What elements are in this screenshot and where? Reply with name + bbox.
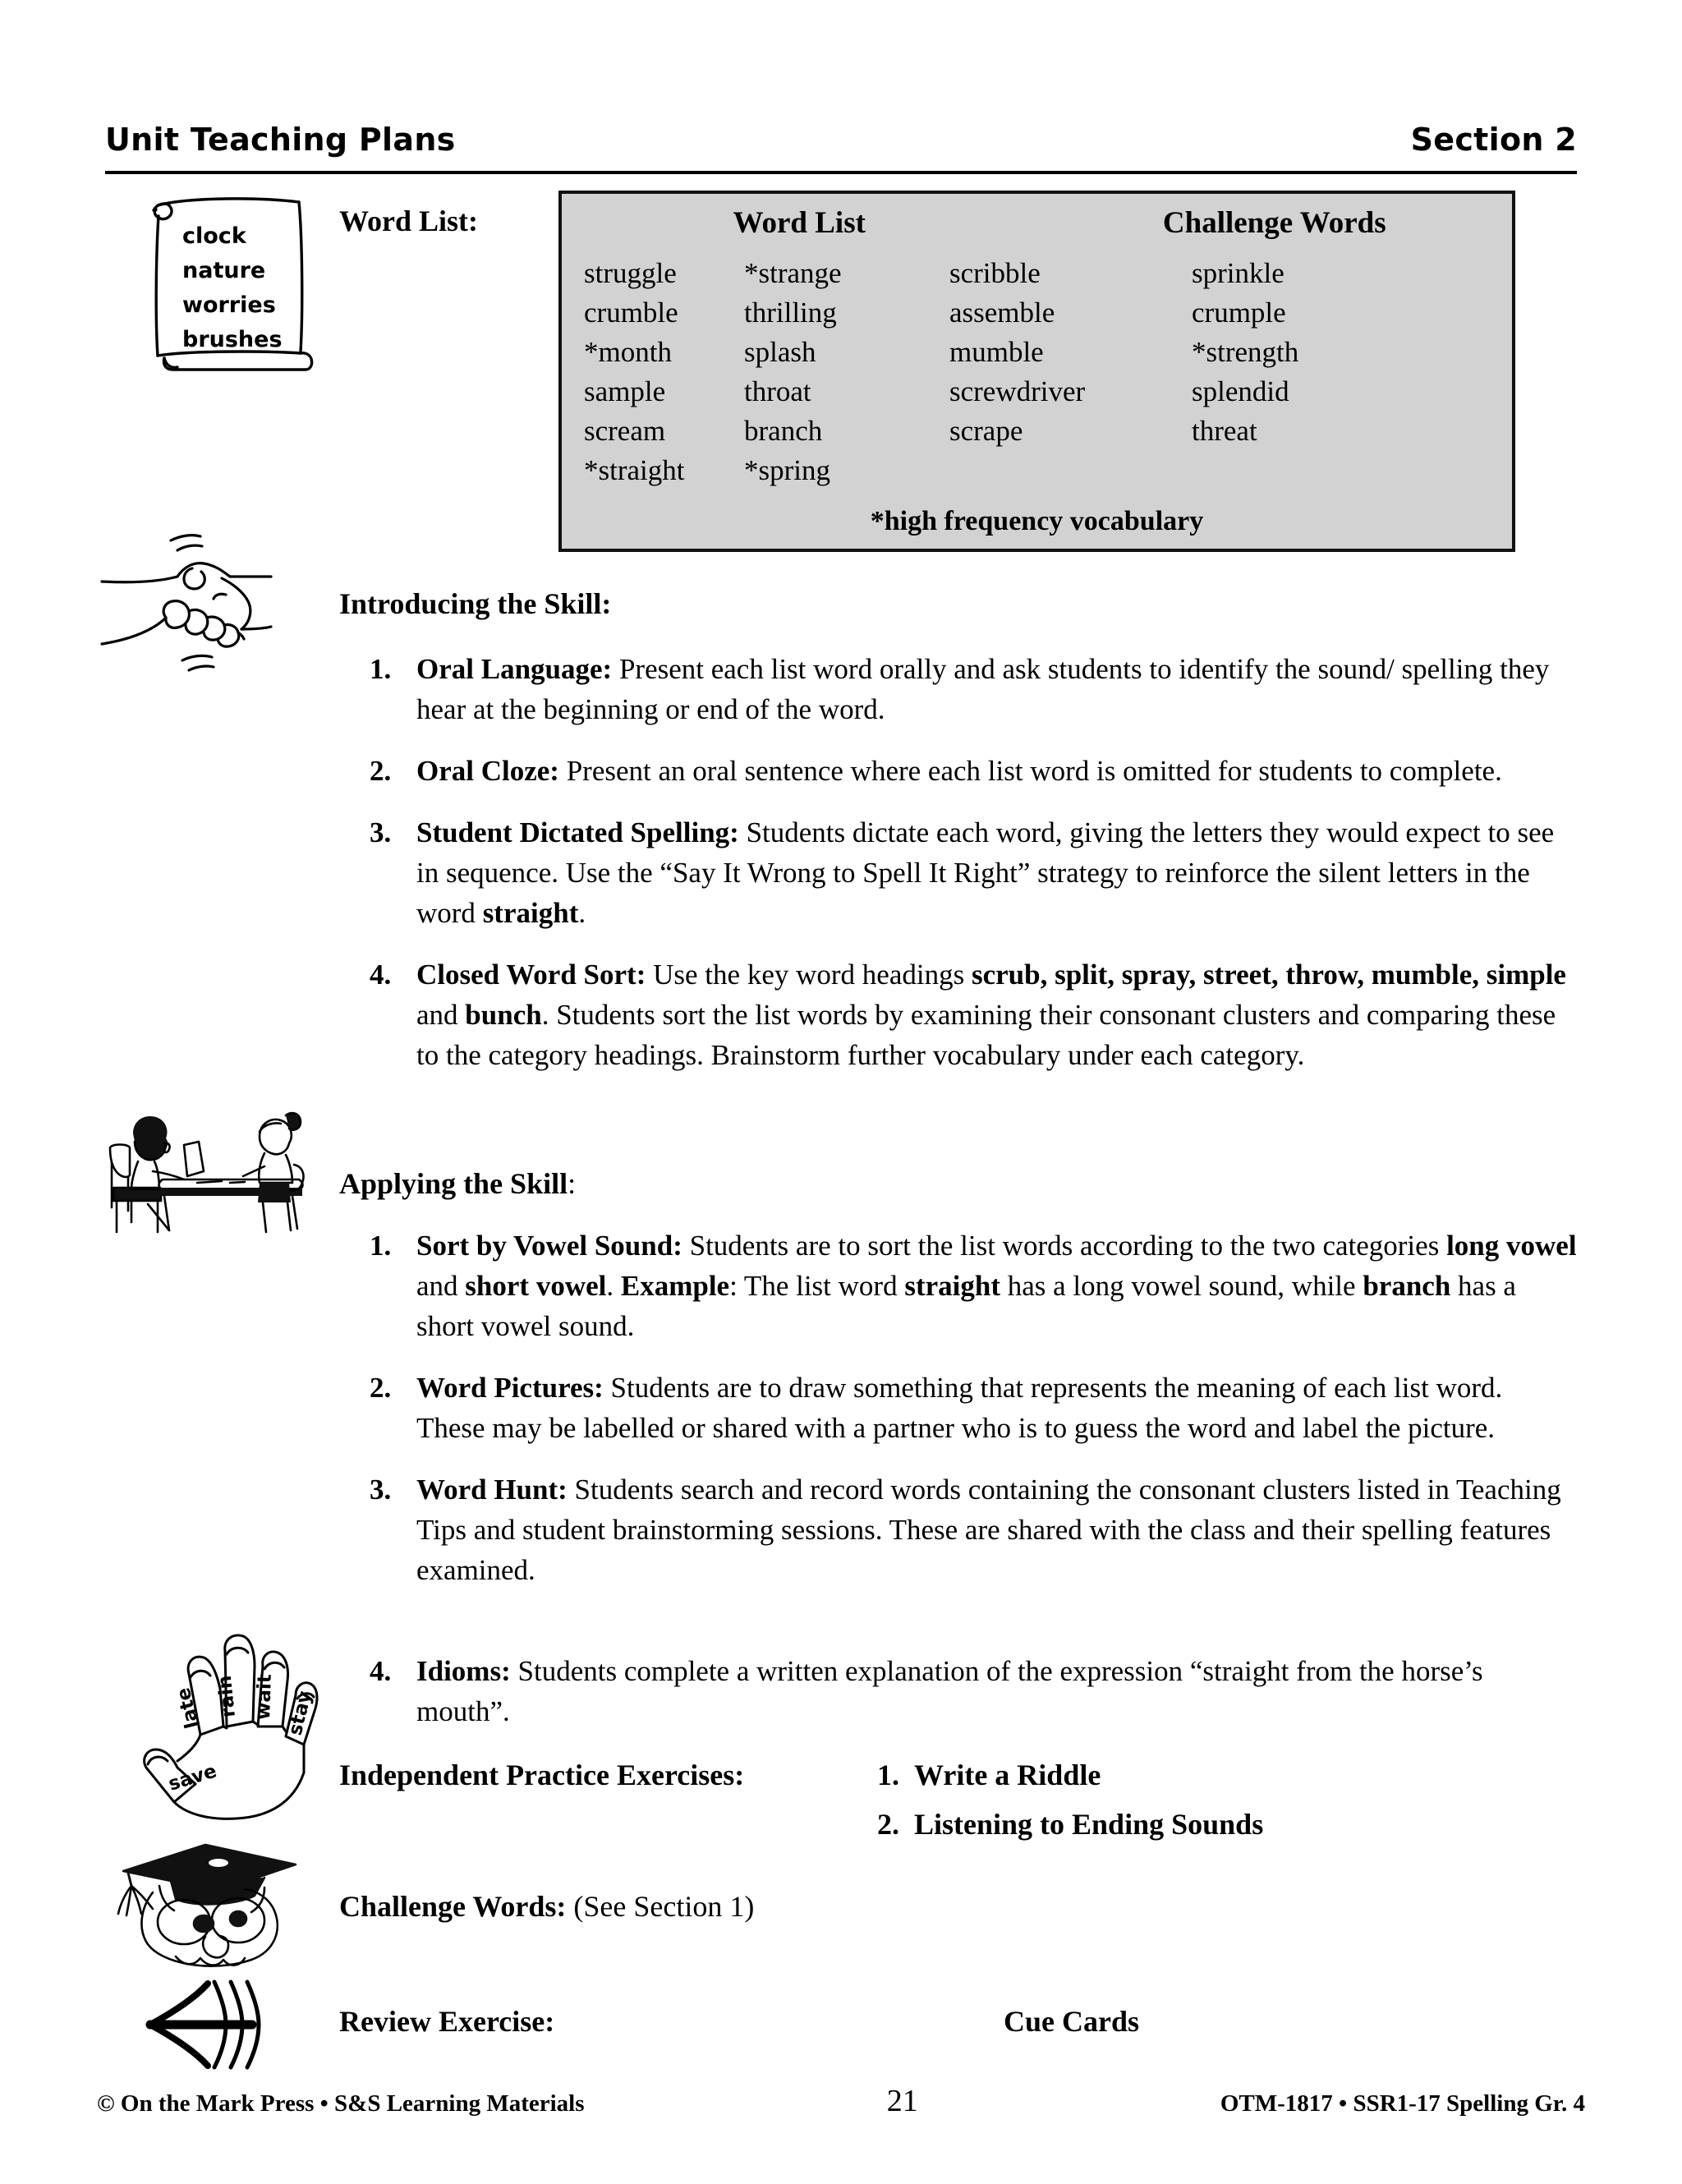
list-item-text — [416, 1225, 1577, 1346]
list-item-emphasis: straight — [482, 897, 579, 929]
list-item-number: 3. — [370, 1474, 392, 1506]
seg: : The list word — [729, 1270, 905, 1302]
challenge-word-item: screwdriver — [949, 375, 1086, 407]
word-list-footnote: *high frequency vocabulary — [870, 506, 1204, 536]
applying-idioms-item — [370, 1651, 1577, 1753]
hand-word-fingers-icon — [138, 1612, 331, 1821]
word-item: *strange — [744, 257, 842, 289]
exercise-number: 1. — [877, 1759, 899, 1791]
challenge-words-value: (See Section 1) — [566, 1890, 755, 1923]
scroll-word-3: worries — [182, 292, 276, 318]
finger-word-rain: rain — [214, 1674, 240, 1719]
applying-the-skill-heading — [339, 1166, 576, 1201]
finger-word-stay: stay — [284, 1689, 317, 1738]
list-item — [370, 1469, 1577, 1590]
list-item-body: Students dictate each word, giving the letters they would expect to see in sequence. Use the “Say It Wrong to Spell It Right” strategy to reinforce the silent letters in the word — [416, 816, 1555, 929]
word-item: crumble — [584, 297, 678, 329]
independent-practice-exercise-1 — [877, 1758, 1101, 1792]
word-item: *month — [584, 336, 672, 368]
footer-page-number: 21 — [886, 2084, 918, 2118]
word-list-headings — [562, 194, 1512, 241]
independent-practice-exercise-2 — [877, 1807, 1263, 1841]
seg-bold: straight — [904, 1270, 1000, 1302]
list-item-body: Present each list word orally and ask students to identify the sound/ spelling they hear at the beginning or end of the word. — [416, 653, 1550, 725]
seg: and — [416, 1270, 466, 1302]
word-list-column-2 — [744, 254, 949, 490]
list-item-body: Use the key word headings — [646, 959, 972, 991]
list-item-number: 4. — [370, 1655, 392, 1687]
list-item — [370, 751, 1577, 791]
finger-word-wait: wait — [253, 1673, 276, 1721]
word-item: scream — [584, 415, 666, 447]
section-label: Section 2 — [1410, 122, 1577, 158]
word-item: throat — [744, 375, 811, 407]
challenge-word-item: mumble — [949, 336, 1044, 368]
seg: . — [606, 1270, 621, 1302]
list-item-title: Oral Cloze: — [416, 755, 559, 787]
list-item-text — [416, 751, 1577, 791]
exercise-label: Write a Riddle — [914, 1759, 1101, 1791]
challenge-word-item: splendid — [1192, 375, 1289, 407]
word-list-columns — [562, 241, 1512, 490]
list-item — [370, 1225, 1577, 1346]
scroll-word-4: brushes — [182, 327, 283, 352]
word-list-column-3 — [949, 254, 1192, 490]
word-item: splash — [744, 336, 816, 368]
seg-bold: Example — [620, 1270, 730, 1302]
list-item-body: Students complete a written explanation of the expression “straight from the horse’s mouth”. — [416, 1655, 1483, 1727]
review-exercise-label: Review Exercise: — [339, 2005, 555, 2038]
word-item: *spring — [744, 454, 830, 486]
challenge-words-label: Challenge Words: — [339, 1890, 567, 1923]
list-item — [370, 649, 1577, 729]
word-list-label: Word List: — [339, 205, 479, 237]
list-item — [370, 954, 1577, 1075]
page-footer — [97, 2083, 1585, 2119]
seg: Students are to sort the list words according to the two categories — [682, 1230, 1447, 1262]
list-item-title: Oral Language: — [416, 653, 613, 685]
applying-the-skill-colon: : — [568, 1167, 577, 1200]
footer-copyright: © On the Mark Press • S&S Learning Materials — [97, 2090, 585, 2117]
independent-practice-label: Independent Practice Exercises: — [339, 1759, 745, 1791]
list-item-number: 1. — [370, 653, 392, 685]
list-item-number: 3. — [370, 816, 392, 848]
exercise-label: Listening to Ending Sounds — [914, 1808, 1264, 1841]
header-divider — [105, 171, 1577, 174]
challenge-word-item: crumple — [1192, 297, 1286, 329]
introducing-the-skill-list — [370, 649, 1577, 1097]
exercise-number: 2. — [877, 1808, 899, 1841]
list-item-title: Closed Word Sort: — [416, 959, 646, 991]
finger-word-late: late — [172, 1685, 204, 1731]
word-item: *straight — [584, 454, 685, 486]
scroll-word-1: clock — [182, 223, 246, 249]
challenge-words-row — [339, 1889, 754, 1924]
graduate-owl-icon — [113, 1828, 306, 1968]
list-item-title: Sort by Vowel Sound: — [416, 1230, 682, 1262]
word-item: thrilling — [744, 297, 837, 329]
word-list-column-1 — [584, 254, 744, 490]
list-item-text — [416, 954, 1577, 1075]
footer-product-code: OTM-1817 • SSR1-17 Spelling Gr. 4 — [1220, 2090, 1585, 2117]
list-item-tail: . Students sort the list words by examining their consonant clusters and comparing these to the category headings. Brainstorm further vocabulary under each category. — [416, 999, 1556, 1071]
challenge-word-item: scrape — [949, 415, 1023, 447]
list-item-emphasis: scrub, split, spray, street, throw, mumble, simple — [971, 959, 1566, 991]
scroll-word-list-icon — [115, 187, 329, 376]
challenge-word-item: sprinkle — [1192, 257, 1284, 289]
word-list-heading-right: Challenge Words — [1162, 206, 1386, 240]
list-item-number: 2. — [370, 1372, 392, 1404]
students-at-table-icon — [99, 1091, 308, 1259]
list-item-title: Idioms: — [416, 1655, 511, 1687]
list-item-body: Students are to draw something that represents the meaning of each list word. These may be labelled or shared with a partner who is to guess the word and label the picture. — [416, 1372, 1503, 1444]
list-item-text — [416, 1651, 1577, 1731]
list-item — [370, 1368, 1577, 1448]
list-item-number: 4. — [370, 959, 392, 991]
list-item-number: 1. — [370, 1230, 392, 1262]
applying-the-skill-list — [370, 1225, 1577, 1612]
challenge-word-item: scribble — [949, 257, 1041, 289]
word-item: sample — [584, 375, 666, 407]
list-item-title: Word Hunt: — [416, 1474, 568, 1506]
word-list-heading-left: Word List — [733, 206, 866, 240]
review-exercise-value: Cue Cards — [1004, 2005, 1140, 2038]
list-item-body: Present an oral sentence where each list word is omitted for students to complete. — [558, 755, 1502, 787]
list-item-body: Students search and record words containing the consonant clusters listed in Teaching Tips and student brainstorming sessions. These are shared with the class and their spelling features examined. — [416, 1474, 1561, 1586]
thumb-word-save: save — [166, 1760, 219, 1795]
page-title: Unit Teaching Plans — [105, 122, 456, 158]
list-item-text — [416, 1469, 1577, 1590]
scroll-word-2: nature — [182, 258, 266, 283]
list-item-text — [416, 812, 1577, 933]
list-item — [370, 812, 1577, 933]
list-item-text — [416, 649, 1577, 729]
seg-bold: long vowel — [1446, 1230, 1577, 1262]
seg: has a short vowel sound. — [416, 1270, 1516, 1342]
list-item-title: Student Dictated Spelling: — [416, 816, 739, 848]
list-item-tail: . — [578, 897, 586, 929]
challenge-word-item: *strength — [1192, 336, 1299, 368]
word-item: struggle — [584, 257, 677, 289]
list-item-number: 2. — [370, 755, 392, 787]
word-item: branch — [744, 415, 823, 447]
list-item-emphasis-2: bunch — [465, 999, 542, 1031]
handshake-icon — [92, 522, 273, 678]
introducing-the-skill-heading: Introducing the Skill: — [339, 587, 612, 620]
arrow-review-icon — [144, 1967, 333, 2082]
challenge-word-item: assemble — [949, 297, 1055, 329]
seg-bold: branch — [1363, 1270, 1451, 1302]
challenge-word-item: threat — [1192, 415, 1257, 447]
list-item-title: Word Pictures: — [416, 1372, 604, 1404]
seg: has a long vowel sound, while — [1000, 1270, 1363, 1302]
page-header — [105, 122, 1577, 158]
list-item — [370, 1651, 1577, 1731]
word-list-column-4 — [1192, 254, 1422, 490]
word-list-box — [558, 191, 1515, 552]
applying-the-skill-label: Applying the Skill — [339, 1167, 568, 1200]
seg-bold: short vowel — [465, 1270, 607, 1302]
list-item-conjunction: and — [416, 999, 466, 1031]
list-item-text — [416, 1368, 1577, 1448]
